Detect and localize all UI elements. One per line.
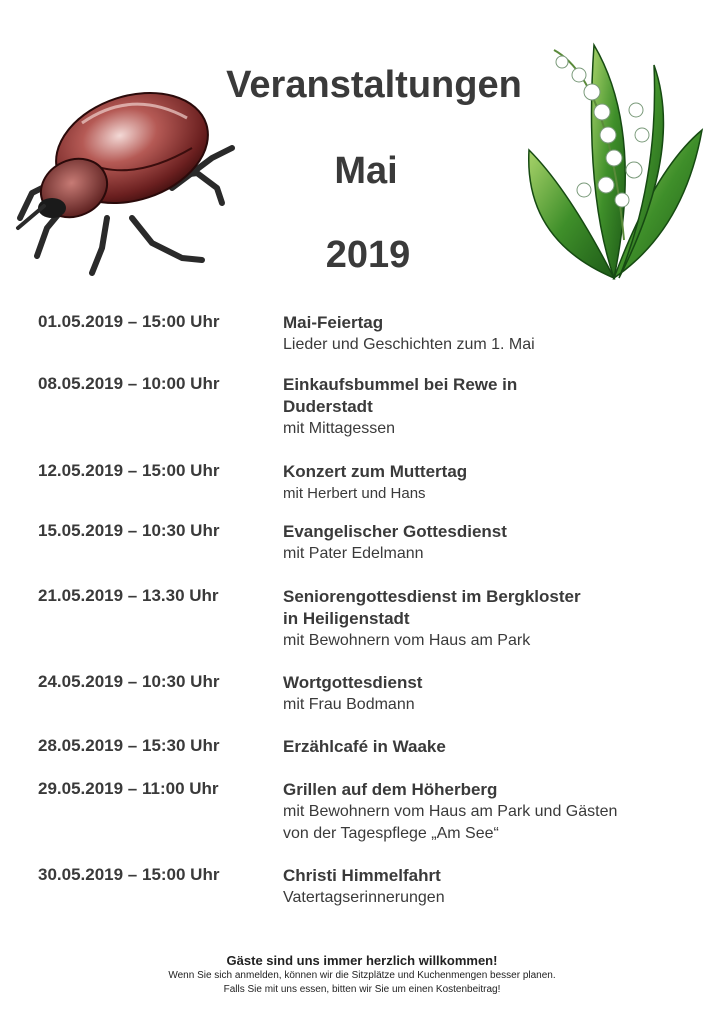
event-title: Einkaufsbummel bei Rewe in [283, 375, 518, 394]
event-details: Vatertagserinnerungen [283, 889, 445, 906]
event-details: mit Mittagessen [283, 420, 396, 437]
event-datetime: 15.05.2019 – 10:30 Uhr [38, 521, 220, 540]
event-details-continued: von der Tagespflege „Am See“ [283, 825, 499, 842]
event-datetime: 08.05.2019 – 10:00 Uhr [38, 374, 220, 393]
event-details: mit Herbert und Hans [283, 485, 426, 502]
event-datetime: 30.05.2019 – 15:00 Uhr [38, 865, 220, 884]
event-description [283, 374, 703, 440]
event-description [283, 779, 703, 845]
event-description [283, 586, 703, 652]
event-title: Grillen auf dem Höherberg [283, 780, 498, 799]
event-description [283, 865, 703, 909]
event-title: Mai-Feiertag [283, 313, 384, 332]
event-description [283, 461, 703, 505]
event-description [283, 672, 703, 716]
event-datetime: 01.05.2019 – 15:00 Uhr [38, 312, 220, 331]
event-details: mit Bewohnern vom Haus am Park und Gästen [283, 803, 618, 820]
event-title-continued: in Heiligenstadt [283, 609, 410, 628]
event-datetime: 28.05.2019 – 15:30 Uhr [38, 736, 220, 755]
event-title: Erzählcafé in Waake [283, 737, 446, 756]
event-details: mit Bewohnern vom Haus am Park [283, 632, 531, 649]
page-title: Veranstaltungen [226, 64, 522, 106]
registration-note: Wenn Sie sich anmelden, können wir die Sitzplätze und Kuchenmengen besser planen. [168, 970, 556, 981]
event-description [283, 312, 703, 356]
event-details: Lieder und Geschichten zum 1. Mai [283, 336, 535, 353]
event-title: Christi Himmelfahrt [283, 866, 441, 885]
event-title: Wortgottesdienst [283, 673, 423, 692]
event-description [283, 521, 703, 565]
event-details: mit Pater Edelmann [283, 545, 424, 562]
event-title: Seniorengottesdienst im Bergkloster [283, 587, 581, 606]
event-title-continued: Duderstadt [283, 397, 373, 416]
event-description [283, 736, 703, 758]
event-title: Evangelischer Gottesdienst [283, 522, 507, 541]
event-details: mit Frau Bodmann [283, 696, 415, 713]
welcome-note: Gäste sind uns immer herzlich willkommen! [226, 953, 498, 968]
event-datetime: 29.05.2019 – 11:00 Uhr [38, 779, 219, 798]
month-heading: Mai [334, 150, 398, 192]
cost-note: Falls Sie mit uns essen, bitten wir Sie um einen Kostenbeitrag! [223, 984, 501, 995]
year-heading: 2019 [325, 234, 411, 276]
event-datetime: 24.05.2019 – 10:30 Uhr [38, 672, 220, 691]
event-datetime: 12.05.2019 – 15:00 Uhr [38, 461, 220, 480]
event-title: Konzert zum Muttertag [283, 462, 468, 481]
event-datetime: 21.05.2019 – 13.30 Uhr [38, 586, 219, 605]
